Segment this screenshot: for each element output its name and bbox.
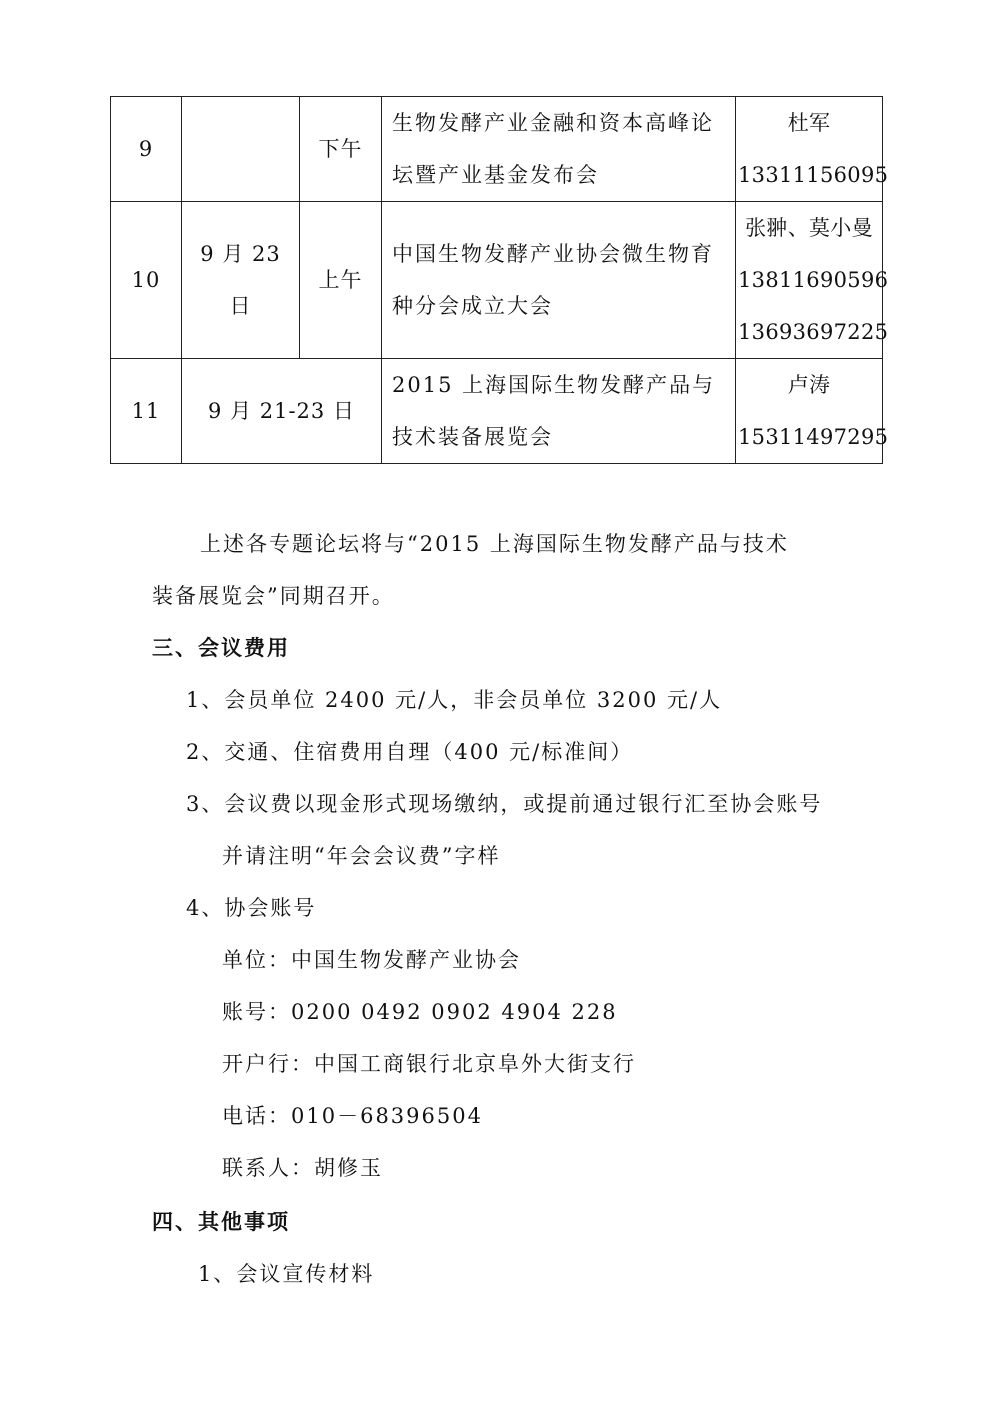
- topic-line: 坛暨产业基金发布会: [392, 163, 599, 187]
- row-number: 10: [111, 202, 182, 359]
- account-number: 账号：0200 0492 0902 4904 228: [222, 1000, 618, 1024]
- row-topic: [382, 359, 736, 464]
- account-unit: 单位：中国生物发酵产业协会: [222, 948, 521, 972]
- topic-line: 2015 上海国际生物发酵产品与: [392, 373, 716, 397]
- row-date: [182, 97, 300, 202]
- contact-name: 卢涛: [787, 373, 831, 397]
- row-period: 下午: [300, 97, 382, 202]
- table-row: [111, 202, 883, 359]
- paragraph-line: 上述各专题论坛将与“2015 上海国际生物发酵产品与技术: [200, 532, 789, 556]
- section-heading: 三、会议费用: [152, 636, 290, 660]
- row-contact: [736, 97, 889, 202]
- contact-name: 张翀、莫小曼: [745, 216, 873, 240]
- schedule-table: [110, 96, 889, 464]
- list-item: 4、协会账号: [186, 896, 317, 920]
- row-date: 9 月 23 日: [182, 202, 300, 359]
- paragraph-line: 装备展览会”同期召开。: [152, 584, 395, 608]
- contact-phone: 13693697225: [738, 320, 889, 344]
- topic-line: 中国生物发酵产业协会微生物育: [392, 242, 714, 266]
- row-date-span: 9 月 21-23 日: [182, 359, 382, 464]
- row-topic: [382, 202, 736, 359]
- row-topic: [382, 97, 736, 202]
- list-item-continuation: 并请注明“年会会议费”字样: [222, 844, 501, 868]
- contact-phone: 13311156095: [738, 163, 889, 187]
- list-item: 1、会员单位 2400 元/人，非会员单位 3200 元/人: [186, 688, 723, 712]
- row-number: 11: [111, 359, 182, 464]
- topic-line: 生物发酵产业金融和资本高峰论: [392, 111, 714, 135]
- contact-name: 杜军: [787, 111, 831, 135]
- row-period: 上午: [300, 202, 382, 359]
- account-bank: 开户行：中国工商银行北京阜外大街支行: [222, 1052, 636, 1076]
- section-heading: 四、其他事项: [152, 1210, 290, 1234]
- account-contact: 联系人：胡修玉: [222, 1156, 383, 1180]
- topic-line: 技术装备展览会: [392, 425, 553, 449]
- table-row: [111, 97, 883, 202]
- list-item: 3、会议费以现金形式现场缴纳，或提前通过银行汇至协会账号: [186, 792, 823, 816]
- list-item: 2、交通、住宿费用自理（400 元/标准间）: [186, 740, 634, 764]
- row-contact: [736, 359, 889, 464]
- table-row: [111, 359, 883, 464]
- account-phone: 电话：010－68396504: [222, 1104, 483, 1128]
- list-item: 1、会议宣传材料: [198, 1262, 375, 1286]
- row-contact: [736, 202, 889, 359]
- contact-phone: 13811690596: [738, 268, 889, 292]
- contact-phone: 15311497295: [738, 425, 889, 449]
- row-number: 9: [111, 97, 182, 202]
- topic-line: 种分会成立大会: [392, 294, 553, 318]
